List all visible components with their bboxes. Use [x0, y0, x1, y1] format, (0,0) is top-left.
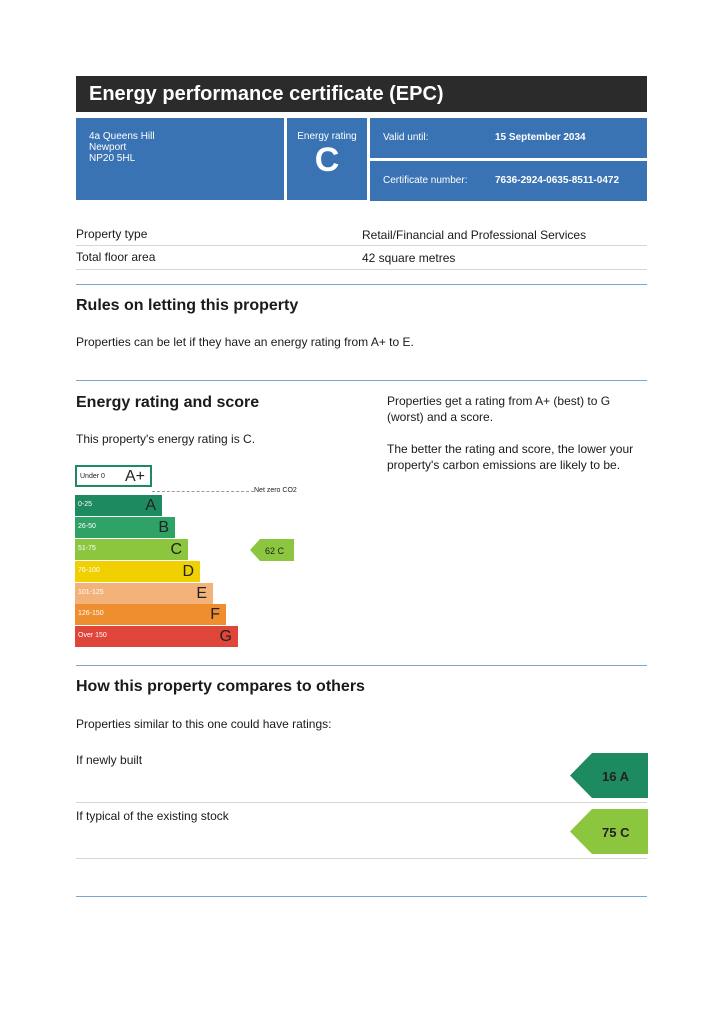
address-line-2: Newport [89, 142, 127, 153]
divider [76, 269, 647, 270]
current-rating-arrow [250, 539, 296, 561]
section-divider [76, 380, 647, 381]
typical-stock-rating [570, 809, 648, 854]
floor-area-label: Total floor area [76, 250, 156, 264]
band-letter: C [170, 541, 182, 558]
rating-explainer-1: Properties get a rating from A+ (best) to G (worst) and a score. [387, 394, 611, 424]
property-address [76, 118, 284, 200]
compare-heading: How this property compares to others [76, 678, 365, 695]
address-line-3: NP20 5HL [89, 153, 136, 164]
band-range: 26-50 [78, 523, 96, 530]
band-letter: D [182, 563, 194, 580]
compare-text: Properties similar to this one could have ratings: [76, 717, 332, 731]
net-zero-line [152, 491, 254, 492]
energy-rating-box [287, 118, 367, 200]
certificate-number-label: Certificate number: [383, 175, 468, 186]
band-range: 126-150 [78, 610, 104, 617]
valid-until-row [370, 118, 647, 158]
energy-rating-label: Energy rating [297, 131, 357, 142]
certificate-number-value: 7636-2924-0635-8511-0472 [495, 175, 619, 186]
section-divider [76, 665, 647, 666]
typical-stock-label: If typical of the existing stock [76, 809, 229, 823]
band-letter: A [145, 497, 156, 514]
rating-text: This property's energy rating is C. [76, 432, 256, 446]
letting-text: Properties can be let if they have an energy rating from A+ to E. [76, 335, 414, 349]
letting-heading: Rules on letting this property [76, 297, 299, 314]
property-type-label: Property type [76, 227, 148, 241]
band-a [75, 495, 162, 516]
section-divider [76, 284, 647, 285]
property-type-value: Retail/Financial and Professional Services [362, 228, 587, 242]
floor-area-value: 42 square metres [362, 251, 456, 265]
band-letter: G [219, 628, 232, 645]
band-letter: B [158, 519, 169, 536]
section-divider [76, 896, 647, 897]
band-range: Under 0 [80, 473, 105, 480]
band-g [75, 626, 238, 647]
band-b [75, 517, 175, 538]
band-f [75, 604, 226, 625]
band-range: 0-25 [78, 501, 93, 508]
newly-built-rating [570, 753, 648, 798]
current-rating-label: 62 C [265, 546, 285, 556]
band-letter: A+ [125, 468, 146, 485]
band-range: 101-125 [78, 589, 104, 596]
band-a-plus [75, 465, 152, 487]
divider [76, 245, 647, 246]
band-letter: F [210, 606, 220, 623]
net-zero-label: Net zero CO2 [254, 487, 297, 494]
band-d [75, 561, 200, 582]
certificate-number-row [370, 161, 647, 201]
newly-built-label: If newly built [76, 753, 143, 767]
band-letter: E [196, 585, 207, 602]
band-range: Over 150 [78, 632, 107, 639]
band-range: 51-75 [78, 545, 96, 552]
valid-until-label: Valid until: [383, 132, 429, 143]
valid-until-value: 15 September 2034 [495, 132, 586, 143]
address-line-1: 4a Queens Hill [89, 131, 155, 142]
typical-stock-rating-label: 75 C [602, 825, 630, 840]
energy-rating-value: C [314, 141, 340, 179]
page-title: Energy performance certificate (EPC) [76, 76, 647, 112]
divider [76, 802, 647, 803]
band-c [75, 539, 188, 560]
newly-built-rating-label: 16 A [602, 769, 629, 784]
rating-heading: Energy rating and score [76, 394, 260, 411]
band-e [75, 583, 213, 604]
divider [76, 858, 647, 859]
rating-explainer-2: The better the rating and score, the lower your property's carbon emissions are likely to be. [387, 442, 634, 472]
band-range: 76-100 [78, 567, 100, 574]
